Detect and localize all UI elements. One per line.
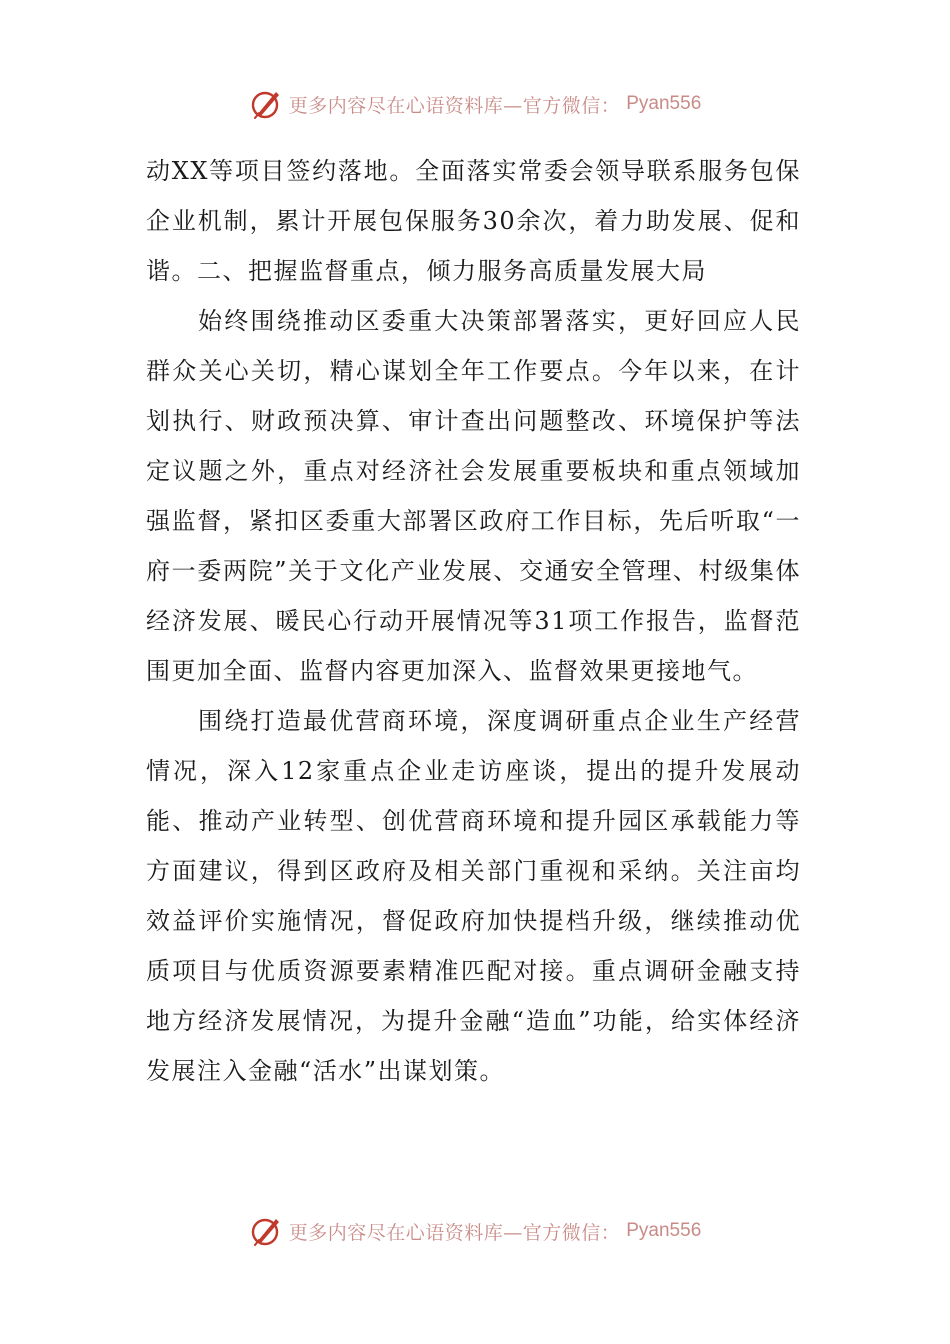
footer-watermark	[0, 1211, 950, 1251]
header-watermark	[0, 84, 950, 124]
quill-logo-icon	[249, 87, 283, 121]
quill-logo-icon	[249, 1214, 283, 1248]
watermark-text: 更多内容尽在心语资料库—官方微信：	[288, 94, 621, 117]
paragraph-2: 始终围绕推动区委重大决策部署落实，更好回应人民群众关心关切，精心谋划全年工作要点。今年以来，在计划执行、财政预决算、审计查出问题整改、环境保护等法定议题之外，重点对经济社会发展重要板块和重点领域加强监督，紧扣区委重大部署区政府工作目标，先后听取“一府一委两院”关于文化产业发展、交通安全管理、村级集体经济发展、暖民心行动开展情况等31项工作报告，监督范围更加全面、监督内容更加深入、监督效果更接地气。	[146, 307, 801, 685]
paragraph-1: 动XX等项目签约落地。全面落实常委会领导联系服务包保企业机制，累计开展包保服务30余次，着力助发展、促和谐。二、把握监督重点，倾力服务高质量发展大局	[146, 157, 801, 285]
paragraph-3: 围绕打造最优营商环境，深度调研重点企业生产经营情况，深入12家重点企业走访座谈，提出的提升发展动能、推动产业转型、创优营商环境和提升园区承载能力等方面建议，得到区政府及相关部门重视和采纳。关注亩均效益评价实施情况，督促政府加快提档升级，继续推动优质项目与优质资源要素精准匹配对接。重点调研金融支持地方经济发展情况，为提升金融“造血”功能，给实体经济发展注入金融“活水”出谋划策。	[146, 707, 801, 1085]
watermark-wechat-id: Pyan556	[626, 93, 702, 114]
document-body	[146, 146, 801, 1096]
watermark-wechat-id: Pyan556	[626, 1220, 702, 1241]
watermark-text: 更多内容尽在心语资料库—官方微信：	[288, 1221, 621, 1244]
